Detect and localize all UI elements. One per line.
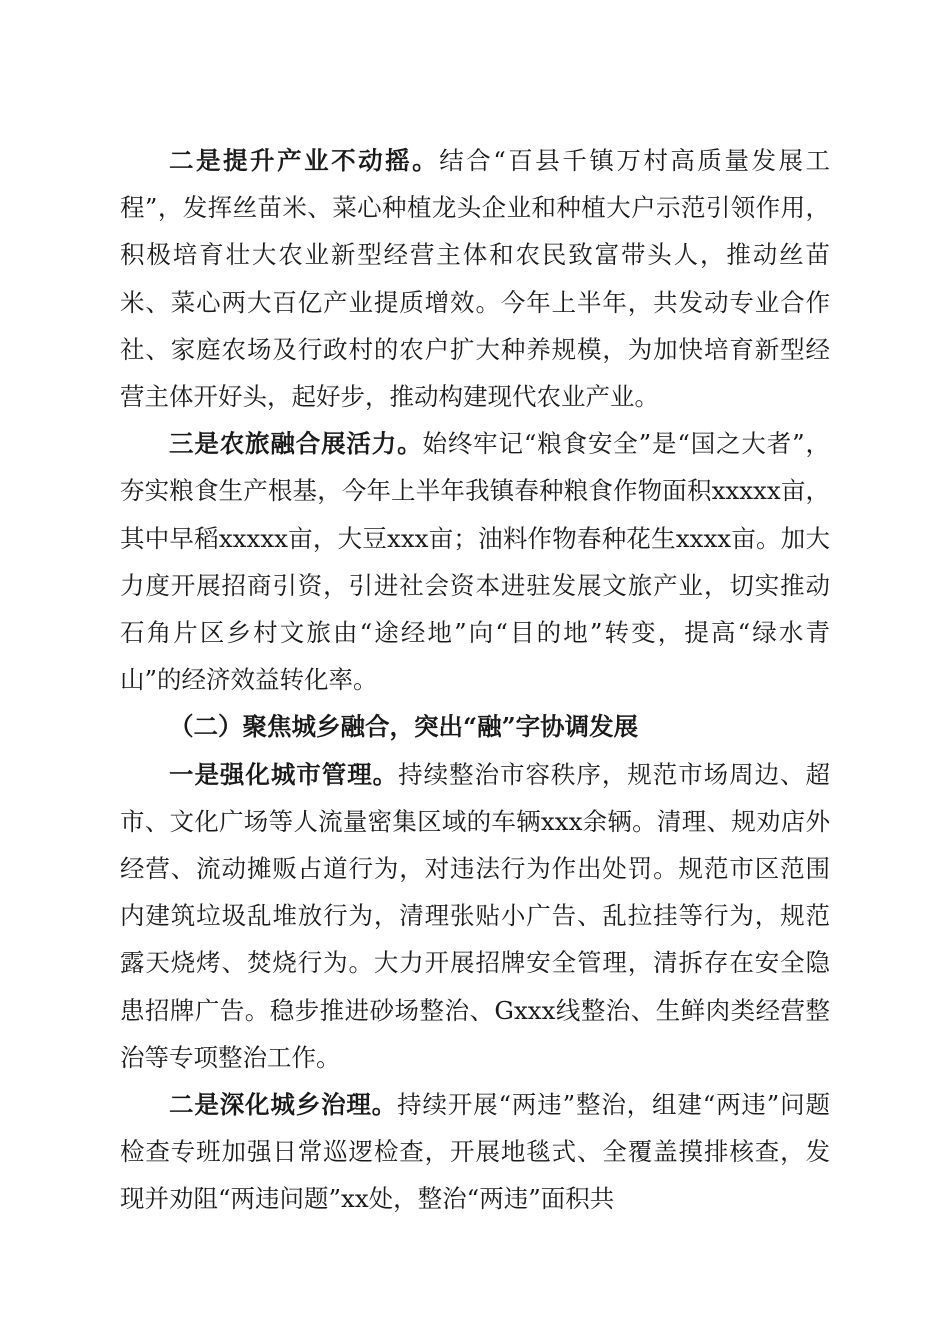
paragraph-lead: 二是提升产业不动摇。 bbox=[169, 146, 440, 175]
paragraph-industry-upgrade bbox=[120, 137, 830, 420]
paragraph-lead: 三是农旅融合展活力。 bbox=[169, 429, 423, 459]
paragraph-body: 持续整治市容秩序，规范市场周边、超市、文化广场等人流量密集区域的车辆xxx余辆。清理、规劝店外经营、流动摊贩占道行为，对违法行为作出处罚。规范市区范围内建筑垃圾乱堆放行为，清理张贴小广告、乱拉挂等行为，规范露天烧烤、焚烧行为。大力开展招牌安全管理，清拆存在安全隐患招牌广告。稳步推进砂场整治、Gxxx线整治、生鲜肉类经营整治等专项整治工作。 bbox=[120, 759, 830, 1072]
paragraph-body: 始终牢记“粮食安全”是“国之大者”，夯实粮食生产根基，今年上半年我镇春种粮食作物面积xxxxx亩，其中早稻xxxxx亩，大豆xxx亩；油料作物春种花生xxxx亩。加大力度开展招商引资，引进社会资本进驻发展文旅产业，切实推动石角片区乡村文旅由“途经地”向“目的地”转变，提高“绿水青山”的经济效益转化率。 bbox=[120, 429, 830, 695]
paragraph-urban-rural-governance bbox=[120, 1081, 830, 1223]
paragraph-lead: 二是深化城乡治理。 bbox=[169, 1090, 398, 1120]
section-heading: （二）聚焦城乡融合，突出“融”字协调发展 bbox=[169, 712, 639, 742]
paragraph-agri-tourism bbox=[120, 420, 830, 703]
paragraph-body: 持续开展“两违”整治，组建“两违”问题检查专班加强日常巡逻检查，开展地毯式、全覆盖摸排核查，发现并劝阻“两违问题”xx处，整治“两违”面积共 bbox=[120, 1090, 831, 1214]
document-page bbox=[120, 137, 830, 1223]
paragraph-lead: 一是强化城市管理。 bbox=[169, 759, 399, 789]
paragraph-city-management bbox=[120, 751, 830, 1081]
paragraph-body: 结合“百县千镇万村高质量发展工程”，发挥丝苗米、菜心种植龙头企业和种植大户示范引领作用，积极培育壮大农业新型经营主体和农民致富带头人，推动丝苗米、菜心两大百亿产业提质增效。今年上半年，共发动专业合作社、家庭农场及行政村的农户扩大种养规模，为加快培育新型经营主体开好头，起好步，推动构建现代农业产业。 bbox=[120, 146, 831, 412]
